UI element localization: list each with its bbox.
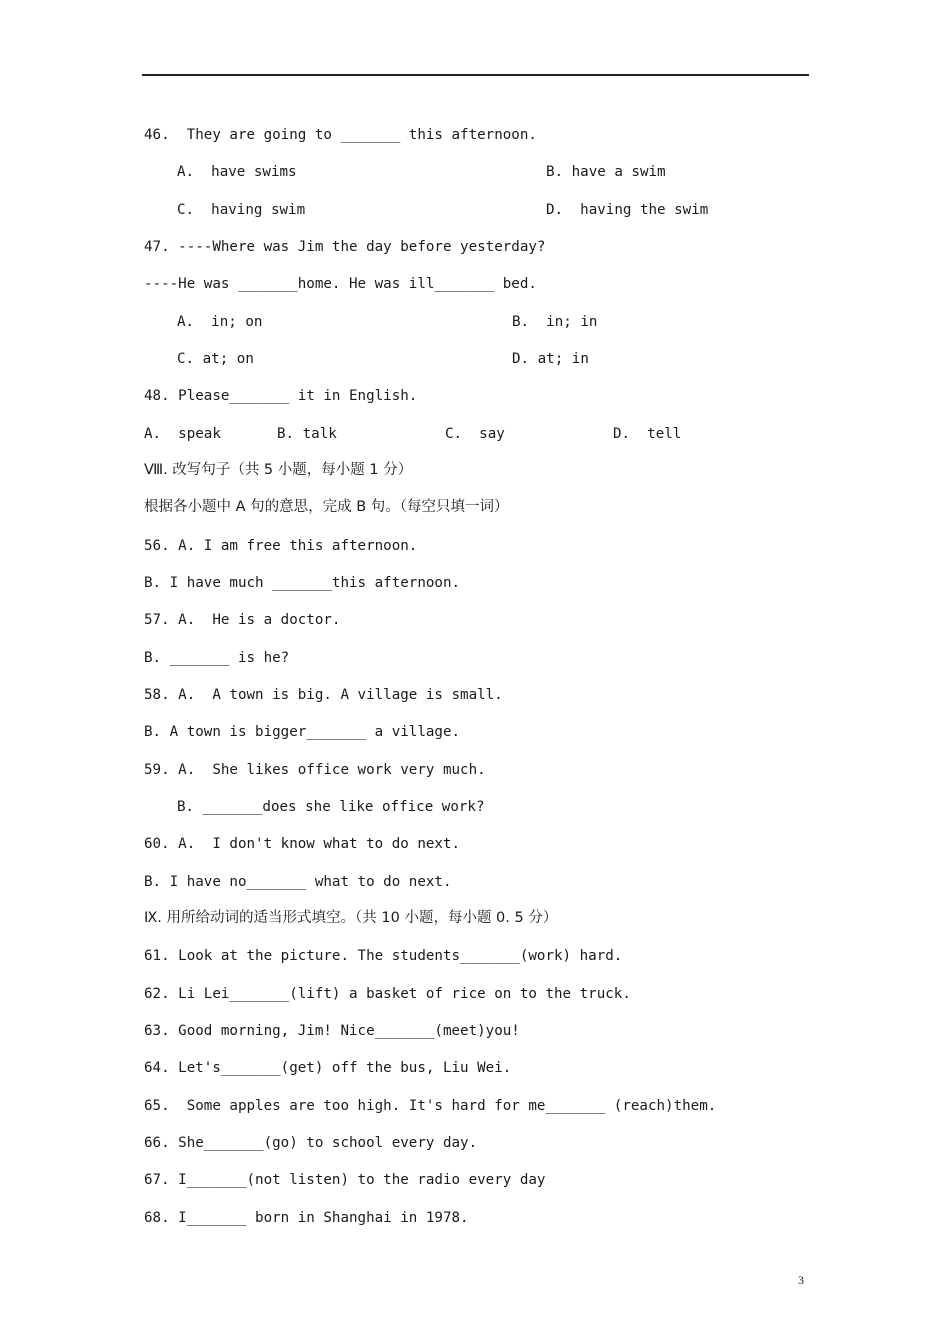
question-64: 64. Let's_______(get) off the bus, Liu Wei.	[144, 1060, 512, 1076]
question-63: 63. Good morning, Jim! Nice_______(meet)you!	[144, 1023, 520, 1039]
question-61: 61. Look at the picture. The students_______(work) hard.	[144, 948, 623, 964]
header-rule	[142, 74, 809, 76]
section-8-heading: Ⅷ. 改写句子（共 5 小题，每小题 1 分）	[144, 462, 413, 478]
question-58-a: 58. A. A town is big. A village is small.	[144, 687, 503, 703]
question-60-b: B. I have no_______ what to do next.	[144, 874, 452, 890]
question-57-a: 57. A. He is a doctor.	[144, 612, 341, 628]
question-47-reply: ----He was _______home. He was ill_______ bed.	[144, 276, 537, 292]
page-number: 3	[798, 1273, 804, 1287]
option-47-b: B. in; in	[512, 314, 598, 330]
question-46: 46. They are going to _______ this afternoon.	[144, 127, 537, 143]
section-8-instructions: 根据各小题中 A 句的意思，完成 B 句。（每空只填一词）	[144, 499, 509, 515]
question-66: 66. She_______(go) to school every day.	[144, 1135, 478, 1151]
option-48-b: B. talk	[277, 426, 337, 442]
question-59-a: 59. A. She likes office work very much.	[144, 762, 486, 778]
question-68: 68. I_______ born in Shanghai in 1978.	[144, 1210, 469, 1226]
option-46-c: C. having swim	[177, 202, 306, 218]
question-48: 48. Please_______ it in English.	[144, 388, 418, 404]
option-47-a: A. in; on	[177, 314, 263, 330]
question-65: 65. Some apples are too high. It's hard for me_______ (reach)them.	[144, 1098, 717, 1114]
option-46-b: B. have a swim	[546, 164, 666, 180]
question-57-b: B. _______ is he?	[144, 650, 290, 666]
question-59-b: B. _______does she like office work?	[177, 799, 485, 815]
question-47: 47. ----Where was Jim the day before yesterday?	[144, 239, 546, 255]
option-46-d: D. having the swim	[546, 202, 709, 218]
question-56-b: B. I have much _______this afternoon.	[144, 575, 461, 591]
question-67: 67. I_______(not listen) to the radio every day	[144, 1172, 546, 1188]
option-48-d: D. tell	[613, 426, 682, 442]
option-47-c: C. at; on	[177, 351, 254, 367]
option-48-a: A. speak	[144, 426, 221, 442]
option-47-d: D. at; in	[512, 351, 589, 367]
option-46-a: A. have swims	[177, 164, 297, 180]
question-60-a: 60. A. I don't know what to do next.	[144, 836, 461, 852]
section-9-heading: Ⅸ. 用所给动词的适当形式填空。（共 10 小题，每小题 0. 5 分）	[144, 910, 558, 926]
question-56-a: 56. A. I am free this afternoon.	[144, 538, 418, 554]
option-48-c: C. say	[445, 426, 505, 442]
question-58-b: B. A town is bigger_______ a village.	[144, 724, 461, 740]
question-62: 62. Li Lei_______(lift) a basket of rice on to the truck.	[144, 986, 631, 1002]
